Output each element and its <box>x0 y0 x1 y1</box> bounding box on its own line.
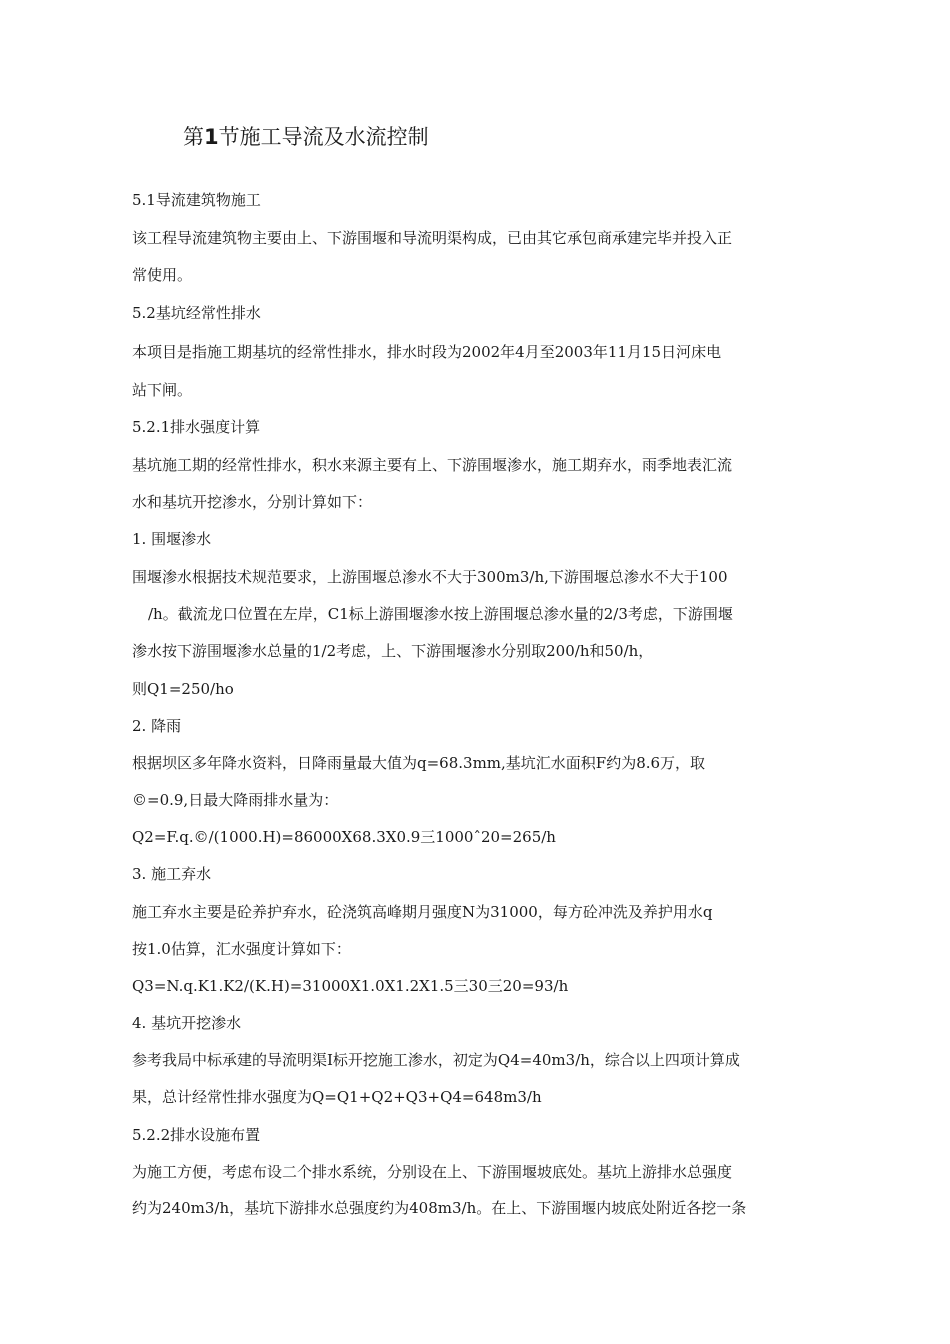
body-line: 根据坝区多年降水资料，日降雨量最大值为q=68.3mm,基坑汇水面积F约为8.6万，取 <box>132 754 706 772</box>
body-line: /h。截流龙口位置在左岸，C1标上游围堰渗水按上游围堰总渗水量的2/3考虑，下游围堰 <box>148 605 733 623</box>
list-heading-2: 2. 降雨 <box>132 717 182 735</box>
section-heading-5-2: 5.2基坑经常性排水 <box>132 304 261 322</box>
title-prefix: 第 <box>183 125 204 149</box>
formula-line: 则Q1=250/ho <box>132 680 234 698</box>
list-heading-4: 4. 基坑开挖渗水 <box>132 1014 242 1032</box>
list-heading-1: 1. 围堰渗水 <box>132 530 212 548</box>
body-line: 该工程导流建筑物主要由上、下游围堰和导流明渠构成，已由其它承包商承建完毕并投入正 <box>132 229 733 247</box>
body-line: 围堰渗水根据技术规范要求，上游围堰总渗水不大于300m3/h,下游围堰总渗水不大于100 <box>132 568 728 586</box>
section-heading-5-1: 5.1导流建筑物施工 <box>132 191 261 209</box>
body-line: 果，总计经常性排水强度为Q=Q1+Q2+Q3+Q4=648m3/h <box>132 1088 542 1106</box>
body-line: 参考我局中标承建的导流明渠I标开挖施工渗水，初定为Q4=40m3/h，综合以上四项计算成 <box>132 1051 740 1069</box>
title-text: 节施工导流及水流控制 <box>218 125 429 149</box>
body-line: 为施工方便，考虑布设二个排水系统，分别设在上、下游围堰坡底处。基坑上游排水总强度 <box>132 1163 733 1181</box>
body-line: 站下闸。 <box>132 381 193 399</box>
body-line: 常使用。 <box>132 266 193 284</box>
body-line: 约为240m3/h，基坑下游排水总强度约为408m3/h。在上、下游围堰内坡底处附近各挖一条 <box>132 1199 747 1217</box>
body-line: 基坑施工期的经常性排水，积水来源主要有上、下游围堰渗水，施工期弃水，雨季地表汇流 <box>132 456 733 474</box>
body-line: 按1.0估算，汇水强度计算如下： <box>132 940 351 958</box>
formula-line: Q3=N.q.K1.K2/(K.H)=31000X1.0X1.2X1.5三30三20=93/h <box>132 977 569 995</box>
page-title <box>183 122 429 152</box>
body-line: 渗水按下游围堰渗水总量的1/2考虑，上、下游围堰渗水分别取200/h和50/h， <box>132 642 654 660</box>
body-line: 本项目是指施工期基坑的经常性排水，排水时段为2002年4月至2003年11月15日河床电 <box>132 343 722 361</box>
body-line: 水和基坑开挖渗水，分别计算如下： <box>132 493 373 511</box>
title-number: 1 <box>204 125 219 149</box>
list-heading-3: 3. 施工弃水 <box>132 865 212 883</box>
formula-line: Q2=F.q.©/(1000.H)=86000X68.3X0.9三1000ˆ20=265/h <box>132 828 556 846</box>
section-heading-5-2-2: 5.2.2排水设施布置 <box>132 1126 261 1144</box>
body-line: ©=0.9,日最大降雨排水量为： <box>132 791 339 809</box>
section-heading-5-2-1: 5.2.1排水强度计算 <box>132 418 261 436</box>
body-line: 施工弃水主要是砼养护弃水，砼浇筑高峰期月强度N为31000，每方砼冲洗及养护用水q <box>132 903 713 921</box>
